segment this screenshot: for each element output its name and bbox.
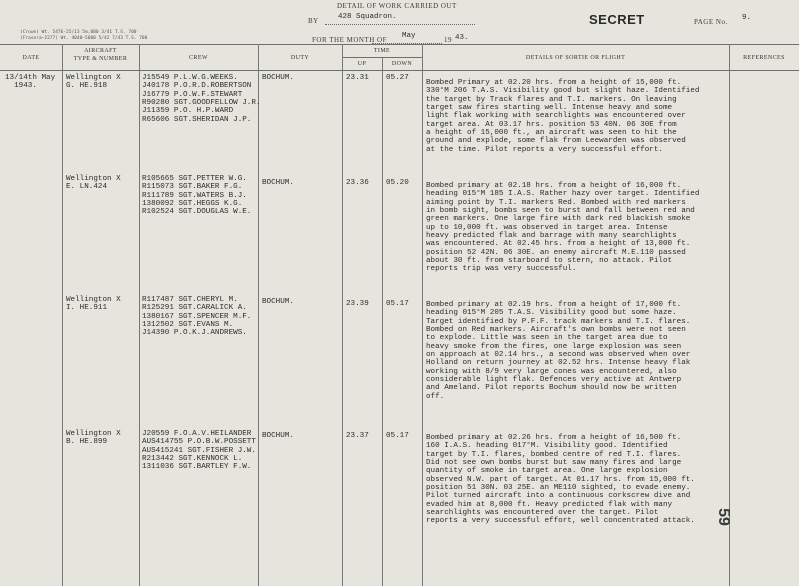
for-month-label: FOR THE MONTH OF: [312, 36, 387, 44]
entry-aircraft: Wellington X I. HE.911: [66, 296, 121, 313]
entry-time-down: 05.17: [386, 432, 409, 440]
col-rule-5: [382, 57, 383, 586]
col-rule-7: [729, 44, 730, 586]
entry-time-up: 23.39: [346, 300, 369, 308]
by-label: BY: [308, 17, 319, 25]
entry-time-down: 05.20: [386, 179, 409, 187]
column-time: TIME: [373, 48, 391, 54]
entry-crew: R105665 SGT.PETTER W.G. R115073 SGT.BAKER F.G. R111789 SGT.WATERS B.J. 1380092 SGT.HEGGS K.G. R102524 SGT.DOUGLAS W.E.: [142, 175, 252, 217]
entry-details: Bombed primary at 02.19 hrs. from a height of 17,000 ft. heading 015°M 205 T.A.S. Visibility good but some haze. Target identified by P.F.F. track markers and T.I. flares. Bombed on Red markers. Aircraft's own bombs were not seen to explode. Little was seen in the target area due to heavy smoke from the fires, one large explosion was seen on approach at 02.14 hrs., a second was observed when over Holland on return journey at 02.52 hrs. Intense heavy flak working with 8/9 very large cones was encountered, also considerable light flak. Defences very active at Antwerp and Ameland. Pilot reports Bochum should now be written off.: [426, 301, 691, 401]
column-date: DATE: [22, 55, 40, 61]
form-title: DETAIL OF WORK CARRIED OUT: [337, 2, 457, 10]
month-value: May: [402, 32, 416, 40]
entry-aircraft: Wellington X G. HE.918: [66, 74, 121, 91]
column-crew: CREW: [189, 55, 208, 61]
col-rule-4: [342, 44, 343, 586]
margin-stamp: 59: [714, 508, 732, 526]
entry-details: Bombed Primary at 02.20 hrs. from a height of 15,000 ft. 330°M 206 T.A.S. Visibility good but slight haze. Identified the target by Track flares and T.I. markers. On leaving target saw fires starting well. Intense heavy and some light flak working with searchlights was encountered over target area. At 03.17 hrs. position 53 40N. 06 30E from a height of 15,000 ft., an aircraft was seen to hit the ground and explode, some flak from Leewarden was observed at the time. Pilot reports a very successful effort.: [426, 79, 700, 154]
entry-time-up: 23.36: [346, 179, 369, 187]
entry-duty: BOCHUM.: [262, 298, 294, 306]
column-references: REFERENCES: [743, 55, 785, 61]
by-line: [325, 24, 475, 25]
column-duty: DUTY: [290, 55, 310, 61]
year-value: 43.: [455, 34, 469, 42]
year-prefix: 19: [444, 36, 452, 44]
entry-crew: J20559 F.O.A.V.HEILANDER AUS414755 P.O.B.W.POSSETT AUS415241 SGT.FISHER J.W. R213442 SGT.KENNOCK L. 1311036 SGT.BARTLEY F.W.: [142, 430, 256, 472]
entry-aircraft: Wellington X B. HE.899: [66, 430, 121, 447]
column-details: DETAILS OF SORTIE OR FLIGHT: [525, 55, 626, 61]
column-down: DOWN: [391, 61, 413, 67]
col-rule-2: [139, 44, 140, 586]
entry-duty: BOCHUM.: [262, 432, 294, 440]
stationery-line-1: (Crown) Wt. 5476-25/13 5m,000 3/41 T.S. 700: [20, 30, 137, 35]
entry-aircraft: Wellington X E. LN.424: [66, 175, 121, 192]
entry-details: Bombed primary at 02.26 hrs. from a height of 16,500 ft. 160 I.A.S. heading 017°M. Visibility good. Identified target by T.I. flares, bombed centre of red T.I. flares. Did not see own bombs burst but saw many fires and large quantity of smoke in target area. One large explosion observed N.W. part of target. At 01.17 hrs. from 15,000 ft. position 51 30N. 03 25E. an ME110 sighted, to evade enemy. Pilot turned aircraft into a continuous corkscrew dive and evaded him at 8,000 ft. Heavy predicted flak with many searchlights was encountered over the target. Pilot reports a very successful effort, well concentrated attack.: [426, 434, 695, 526]
entry-time-down: 05.17: [386, 300, 409, 308]
squadron-name: 428 Squadron.: [338, 13, 397, 21]
entry-date: 13/14th May 1943.: [5, 74, 56, 91]
secret-marking: SECRET: [589, 12, 645, 27]
column-up: UP: [357, 61, 367, 67]
stationery-line-2: (Frasera—2277) Wt. 4040—5000 5/42 7/43 T.S. 700: [20, 36, 148, 41]
entry-crew: J15549 P.L.W.G.WEEKS. J40178 P.O.R.D.ROBERTSON J16779 P.O.W.F.STEWART R90280 SGT.GOODFELLOW J.R. J11359 P.O. H.P.WARD R65606 SGT.SHERIDAN J.P.: [142, 74, 261, 124]
col-rule-3: [258, 44, 259, 586]
entry-duty: BOCHUM.: [262, 74, 294, 82]
col-rule-1: [62, 44, 63, 586]
entry-crew: R117487 SGT.CHERYL M. R125291 SGT.CARALICK A. 1380167 SGT.SPENCER M.F. 1312502 SGT.EVANS M. J14390 P.O.K.J.ANDREWS.: [142, 296, 252, 338]
entry-time-down: 05.27: [386, 74, 409, 82]
header-bottom-rule: [0, 70, 799, 71]
column-aircraft: AIRCRAFT TYPE & NUMBER: [73, 48, 128, 62]
page-number: 9.: [742, 14, 752, 22]
table-top-rule: [0, 44, 799, 45]
entry-time-up: 23.37: [346, 432, 369, 440]
entry-duty: BOCHUM.: [262, 179, 294, 187]
col-rule-6: [422, 44, 423, 586]
entry-details: Bombed primary at 02.18 hrs. from a height of 16,000 ft. heading 015°M 185 I.A.S. Rather hazy over target. Identified aiming point by T.I. markers Red. Bombed with red markers in bomb sight, bombs seen to burst and fall between red and green markers. One large fire with dark red blackish smoke up to 10,000 ft. was observed in target area. Intense heavy predicted flak and barrage with many searchlights was encountered. At 02.45 hrs. from a height of 13,000 ft. position 52 42N. 06 30E. an enemy aircraft M.E.110 passed about 30 ft. from starboard to stern, no attack. Pilot reports trip was very successful.: [426, 182, 700, 274]
entry-time-up: 23.31: [346, 74, 369, 82]
page-label: PAGE No.: [694, 18, 728, 26]
